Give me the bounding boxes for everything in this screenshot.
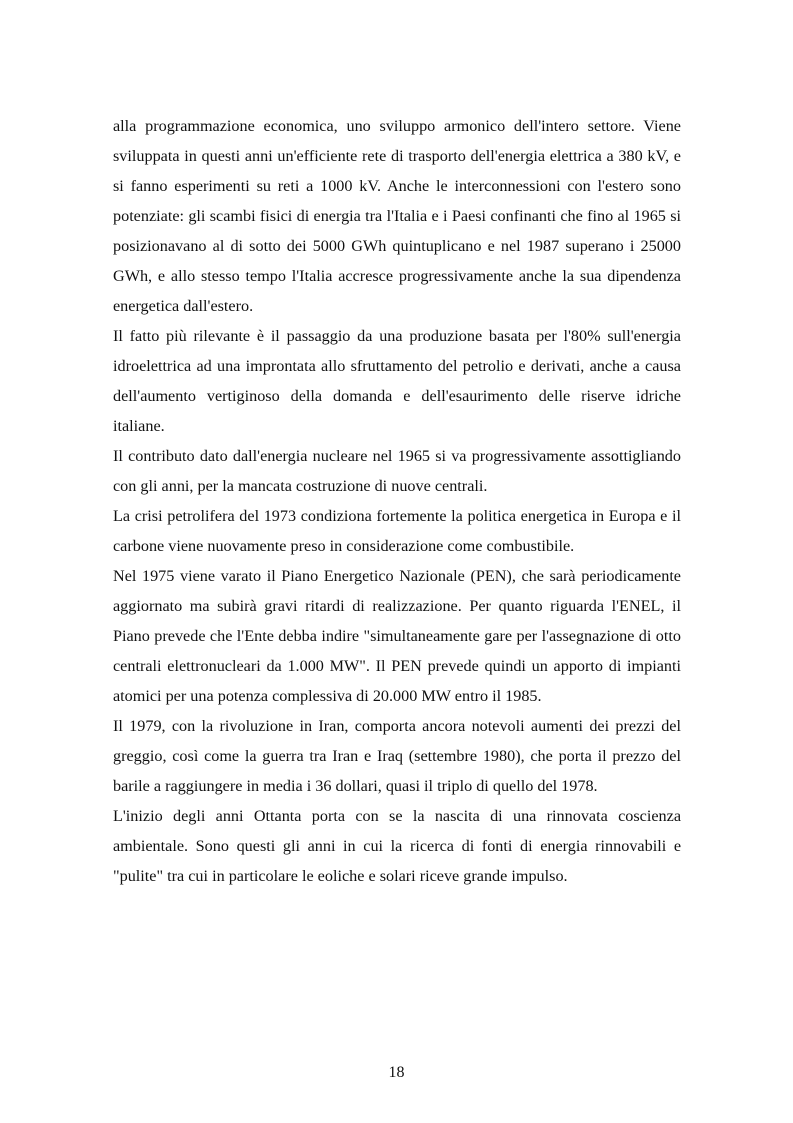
paragraph-5: Nel 1975 viene varato il Piano Energetico Nazionale (PEN), che sarà periodicamente aggiornato ma subirà gravi ritardi di realizzazione. Per quanto riguarda l'ENEL, il Piano prevede che l'Ente debba indire "simultaneamente gare per l'assegnazione di otto centrali elettronucleari da 1.000 MW". Il PEN prevede quindi un apporto di impianti atomici per una potenza complessiva di 20.000 MW entro il 1985.	[113, 567, 681, 705]
paragraph-4: La crisi petrolifera del 1973 condiziona fortemente la politica energetica in Europa e il carbone viene nuovamente preso in considerazione come combustibile.	[113, 507, 681, 555]
paragraph-2: Il fatto più rilevante è il passaggio da una produzione basata per l'80% sull'energia idroelettrica ad una improntata allo sfruttamento del petrolio e derivati, anche a causa dell'aumento vertiginoso della domanda e dell'esaurimento delle riserve idriche italiane.	[113, 327, 681, 435]
paragraph-1: alla programmazione economica, uno sviluppo armonico dell'intero settore. Viene sviluppata in questi anni un'efficiente rete di trasporto dell'energia elettrica a 380 kV, e si fanno esperimenti su reti a 1000 kV. Anche le interconnessioni con l'estero sono potenziate: gli scambi fisici di energia tra l'Italia e i Paesi confinanti che fino al 1965 si posizionavano al di sotto dei 5000 GWh quintuplicano e nel 1987 superano i 25000 GWh, e allo stesso tempo l'Italia accresce progressivamente anche la sua dipendenza energetica dall'estero.	[113, 117, 681, 315]
paragraph-6: Il 1979, con la rivoluzione in Iran, comporta ancora notevoli aumenti dei prezzi del greggio, così come la guerra tra Iran e Iraq (settembre 1980), che porta il prezzo del barile a raggiungere in media i 36 dollari, quasi il triplo di quello del 1978.	[113, 717, 681, 795]
body-text	[113, 111, 681, 891]
page-number: 18	[388, 1064, 405, 1081]
paragraph-7: L'inizio degli anni Ottanta porta con se la nascita di una rinnovata coscienza ambientale. Sono questi gli anni in cui la ricerca di fonti di energia rinnovabili e "pulite" tra cui in particolare le eoliche e solari riceve grande impulso.	[113, 807, 681, 885]
paragraph-3: Il contributo dato dall'energia nucleare nel 1965 si va progressivamente assottigliando con gli anni, per la mancata costruzione di nuove centrali.	[113, 447, 681, 495]
